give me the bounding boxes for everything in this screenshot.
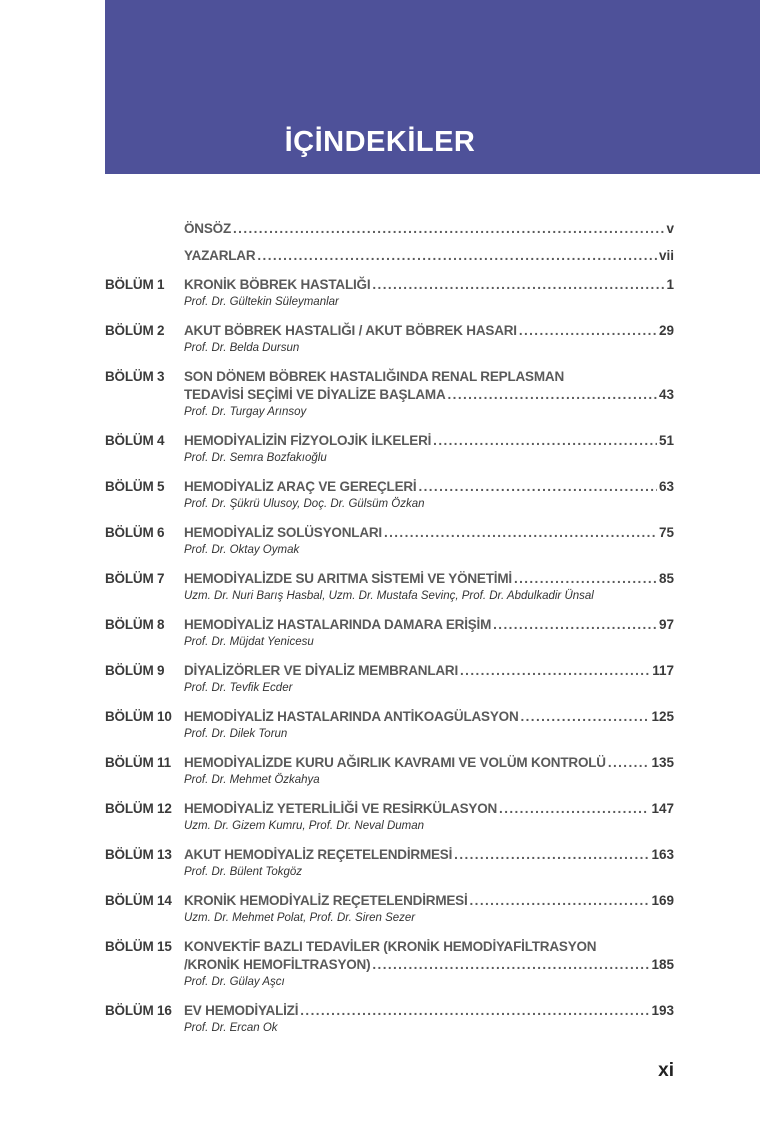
leader-dots (493, 617, 657, 632)
chapter-label: BÖLÜM 6 (105, 525, 165, 540)
entry-page: v (666, 221, 674, 236)
chapter-label: BÖLÜM 5 (105, 479, 165, 494)
entry-page: 63 (658, 479, 674, 494)
toc-entry-chapter-2[interactable] (184, 323, 674, 341)
entry-page: 125 (651, 709, 674, 724)
entry-title: /KRONİK HEMOFİLTRASYON) (184, 957, 371, 972)
leader-dots (418, 479, 656, 494)
chapter-label: BÖLÜM 1 (105, 277, 165, 292)
entry-title: KRONİK BÖBREK HASTALIĞI (184, 277, 371, 292)
entry-page: 75 (658, 525, 674, 540)
entry-title: AKUT BÖBREK HASTALIĞI / AKUT BÖBREK HASARI (184, 323, 517, 338)
page-number: xi (658, 1060, 674, 1081)
page-title: İÇİNDEKİLER (284, 126, 476, 158)
entry-page: 185 (651, 957, 674, 972)
entry-title: HEMODİYALİZ ARAÇ VE GEREÇLERİ (184, 479, 417, 494)
chapter-label: BÖLÜM 15 (105, 939, 172, 954)
leader-dots (470, 893, 650, 908)
leader-dots (384, 525, 657, 540)
leader-dots (257, 248, 657, 263)
leader-dots (454, 847, 649, 862)
entry-title: HEMODİYALİZ HASTALARINDA DAMARA ERİŞİM (184, 617, 492, 632)
chapter-author: Prof. Dr. Mehmet Özkahya (184, 774, 320, 786)
entry-page: 169 (651, 893, 674, 908)
toc-entry-chapter-3[interactable] (184, 387, 674, 405)
chapter-label: BÖLÜM 4 (105, 433, 165, 448)
entry-title: HEMODİYALİZİN FİZYOLOJİK İLKELERİ (184, 433, 432, 448)
chapter-author: Prof. Dr. Ercan Ok (184, 1022, 278, 1034)
toc-entry-chapter-9[interactable] (184, 663, 674, 681)
leader-dots (499, 801, 649, 816)
chapter-label: BÖLÜM 16 (105, 1003, 172, 1018)
entry-title: HEMODİYALİZ SOLÜSYONLARI (184, 525, 382, 540)
leader-dots (460, 663, 650, 678)
leader-dots (372, 277, 664, 292)
toc-entry-chapter-7[interactable] (184, 571, 674, 589)
entry-title: YAZARLAR (184, 248, 256, 263)
entry-title: HEMODİYALİZ YETERLİLİĞİ VE RESİRKÜLASYON (184, 801, 498, 816)
leader-dots (521, 709, 650, 724)
chapter-author: Prof. Dr. Bülent Tokgöz (184, 866, 303, 878)
entry-page: 1 (666, 277, 674, 292)
entry-title: TEDAVİSİ SEÇİMİ VE DİYALİZE BAŞLAMA (184, 387, 446, 402)
entry-title: HEMODİYALİZDE SU ARITMA SİSTEMİ VE YÖNETİMİ (184, 571, 512, 586)
entry-page: 193 (651, 1003, 674, 1018)
entry-title: DİYALİZÖRLER VE DİYALİZ MEMBRANLARI (184, 663, 459, 678)
chapter-label: BÖLÜM 14 (105, 893, 172, 908)
chapter-author: Prof. Dr. Gültekin Süleymanlar (184, 296, 339, 308)
entry-title: EV HEMODİYALİZİ (184, 1003, 299, 1018)
leader-dots (433, 433, 657, 448)
chapter-author: Prof. Dr. Belda Dursun (184, 342, 300, 354)
entry-title: HEMODİYALİZ HASTALARINDA ANTİKOAGÜLASYON (184, 709, 519, 724)
entry-title-line1: KONVEKTİF BAZLI TEDAVİLER (KRONİK HEMODİYAFİLTRASYON (184, 939, 597, 954)
chapter-author: Prof. Dr. Şükrü Ulusoy, Doç. Dr. Gülsüm Özkan (184, 498, 425, 510)
chapter-author: Prof. Dr. Müjdat Yenicesu (184, 636, 314, 648)
toc-entry-chapter-4[interactable] (184, 433, 674, 451)
toc-entry-chapter-13[interactable] (184, 847, 674, 865)
chapter-author: Uzm. Dr. Mehmet Polat, Prof. Dr. Siren Sezer (184, 912, 416, 924)
leader-dots (608, 755, 650, 770)
entry-page: 85 (658, 571, 674, 586)
entry-page: vii (658, 248, 674, 263)
toc-entry-chapter-6[interactable] (184, 525, 674, 543)
entry-page: 29 (658, 323, 674, 338)
chapter-author: Uzm. Dr. Nuri Barış Hasbal, Uzm. Dr. Mustafa Sevinç, Prof. Dr. Abdulkadir Ünsal (184, 590, 594, 602)
entry-page: 43 (658, 387, 674, 402)
chapter-author: Prof. Dr. Turgay Arınsoy (184, 406, 307, 418)
entry-page: 147 (651, 801, 674, 816)
toc-entry-yazarlar[interactable] (184, 248, 674, 266)
toc-entry-chapter-11[interactable] (184, 755, 674, 773)
chapter-author: Prof. Dr. Gülay Aşcı (184, 976, 285, 988)
entry-page: 97 (658, 617, 674, 632)
leader-dots (300, 1003, 649, 1018)
toc-entry-chapter-1[interactable] (184, 277, 674, 295)
leader-dots (448, 387, 657, 402)
toc-entry-chapter-5[interactable] (184, 479, 674, 497)
chapter-label: BÖLÜM 9 (105, 663, 165, 678)
entry-page: 135 (651, 755, 674, 770)
chapter-author: Prof. Dr. Oktay Oymak (184, 544, 300, 556)
chapter-author: Prof. Dr. Semra Bozfakıoğlu (184, 452, 327, 464)
toc-entry-chapter-14[interactable] (184, 893, 674, 911)
toc-entry-onsoz[interactable] (184, 221, 674, 239)
entry-title: HEMODİYALİZDE KURU AĞIRLIK KAVRAMI VE VOLÜM KONTROLÜ (184, 755, 606, 770)
leader-dots (233, 221, 664, 236)
chapter-label: BÖLÜM 7 (105, 571, 165, 586)
entry-page: 163 (651, 847, 674, 862)
chapter-label: BÖLÜM 13 (105, 847, 172, 862)
chapter-label: BÖLÜM 12 (105, 801, 172, 816)
chapter-label: BÖLÜM 10 (105, 709, 172, 724)
entry-title: ÖNSÖZ (184, 221, 232, 236)
entry-title: KRONİK HEMODİYALİZ REÇETELENDİRMESİ (184, 893, 468, 908)
toc-entry-chapter-15[interactable] (184, 957, 674, 975)
leader-dots (514, 571, 657, 586)
leader-dots (519, 323, 657, 338)
entry-page: 117 (652, 663, 674, 678)
chapter-label: BÖLÜM 2 (105, 323, 165, 338)
chapter-author: Uzm. Dr. Gizem Kumru, Prof. Dr. Neval Duman (184, 820, 425, 832)
entry-page: 51 (658, 433, 674, 448)
toc-entry-chapter-12[interactable] (184, 801, 674, 819)
toc-entry-chapter-16[interactable] (184, 1003, 674, 1021)
entry-title-line1: SON DÖNEM BÖBREK HASTALIĞINDA RENAL REPLASMAN (184, 369, 565, 384)
toc-entry-chapter-8[interactable] (184, 617, 674, 635)
chapter-label: BÖLÜM 3 (105, 369, 165, 384)
chapter-label: BÖLÜM 11 (105, 755, 171, 770)
chapter-author: Prof. Dr. Tevfik Ecder (184, 682, 293, 694)
chapter-author: Prof. Dr. Dilek Torun (184, 728, 288, 740)
chapter-label: BÖLÜM 8 (105, 617, 165, 632)
entry-title: AKUT HEMODİYALİZ REÇETELENDİRMESİ (184, 847, 453, 862)
toc-entry-chapter-10[interactable] (184, 709, 674, 727)
leader-dots (372, 957, 649, 972)
